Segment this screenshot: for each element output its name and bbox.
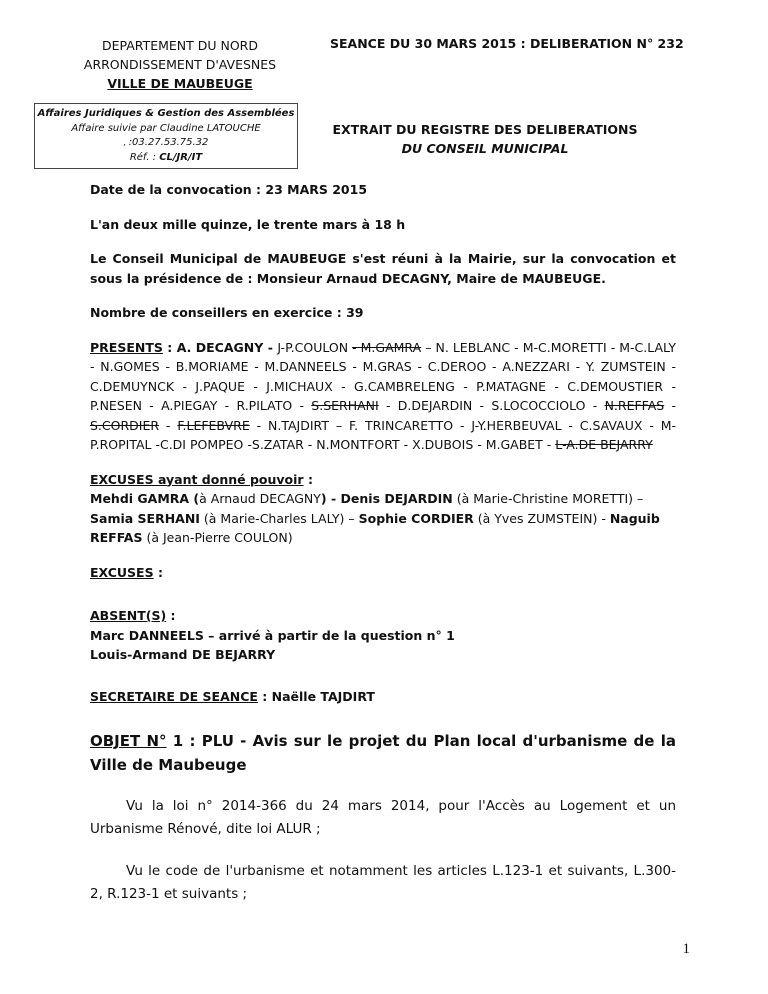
arrondissement: ARRONDISSEMENT D'AVESNES (83, 57, 277, 72)
proxies-list: Mehdi GAMRA (à Arnaud DECAGNY) - Denis DEJARDIN (à Marie-Christine MORETTI) – Samia SERHANI (à Marie-Charles LALY) – Sophie CORDIER (à Yves ZUMSTEIN) - Naguib REFFAS (à Jean-Pierre COULON) (90, 491, 660, 545)
proxies-heading: EXCUSES ayant donné pouvoir : (90, 471, 313, 487)
department: DEPARTEMENT DU NORD (101, 38, 258, 53)
vu-loi-alur: Vu la loi n° 2014-366 du 24 mars 2014, pour l'Accès au Logement et un Urbanisme Rénové, dite loi ALUR ; (90, 798, 676, 837)
service-name: Affaires Juridiques & Gestion des Assemblées (37, 108, 295, 119)
secretary: SECRETAIRE DE SEANCE : Naëlle TAJDIRT (90, 688, 375, 704)
presents-list: PRESENTS : A. DECAGNY - J-P.COULON - M.GAMRA – N. LEBLANC - M-C.MORETTI - M-C.LALY - N.GOMES - B.MORIAME - M.DANNEELS - M.GRAS - C.DEROO - A.NEZZARI - Y. ZUMSTEIN - C.DEMUYNCK - J.PAQUE - J.MICHAUX - G.CAMBRELENG - P.MATAGNE - C.DEMOUSTIER - P.NESEN - A.PIEGAY - R.PILATO - S.SERHANI - D.DEJARDIN - S.LOCOCCIOLO - N.REFFAS - S.CORDIER - F.LEFEBVRE - N.TAJDIRT – F. TRINCARETTO - J-Y.HERBEUVAL - C.SAVAUX - M-P.ROPITAL -C.DI POMPEO -S.ZATAR - N.MONTFORT - X.DUBOIS - M.GABET - L-A.DE BEJARRY (90, 339, 677, 452)
service-box (34, 103, 298, 169)
ville: VILLE DE MAUBEUGE (107, 76, 253, 91)
vu-code-urbanisme: Vu le code de l'urbanisme et notamment les articles L.123-1 et suivants, L.300-2, R.123-1 et suivants ; (90, 863, 676, 902)
session-date: L'an deux mille quinze, le trente mars à 18 h (90, 216, 406, 232)
absent-2: Louis-Armand DE BEJARRY (90, 647, 276, 662)
service-contact: Affaire suivie par Claudine LATOUCHE (71, 122, 261, 134)
absent-heading: ABSENT(S) : (90, 608, 176, 623)
excuses-heading: EXCUSES : (90, 564, 163, 580)
seance-title: SEANCE DU 30 MARS 2015 : DELIBERATION N° 232 (330, 36, 684, 51)
council-meeting: Le Conseil Municipal de MAUBEUGE s'est réuni à la Mairie, sur la convocation et sous la présidence de : Monsieur Arnaud DECAGNY, Maire de MAUBEUGE. (90, 251, 676, 286)
objet-title: OBJET N° 1 : PLU - Avis sur le projet du Plan local d'urbanisme de la Ville de Maubeuge (90, 732, 676, 774)
header-left (60, 36, 300, 93)
phone-icon: , (123, 138, 129, 147)
page-number: 1 (682, 941, 690, 957)
council-count: Nombre de conseillers en exercice : 39 (90, 305, 364, 320)
extrait-title: EXTRAIT DU REGISTRE DES DELIBERATIONS DU CONSEIL MUNICIPAL (332, 122, 638, 156)
absent-1: Marc DANNEELS – arrivé à partir de la question n° 1 (90, 627, 455, 643)
convocation-date: Date de la convocation : 23 MARS 2015 (90, 182, 368, 197)
service-ref: Réf. : CL/JR/IT (129, 151, 203, 163)
service-phone: , :03.27.53.75.32 (123, 137, 209, 148)
body-content (90, 180, 676, 906)
